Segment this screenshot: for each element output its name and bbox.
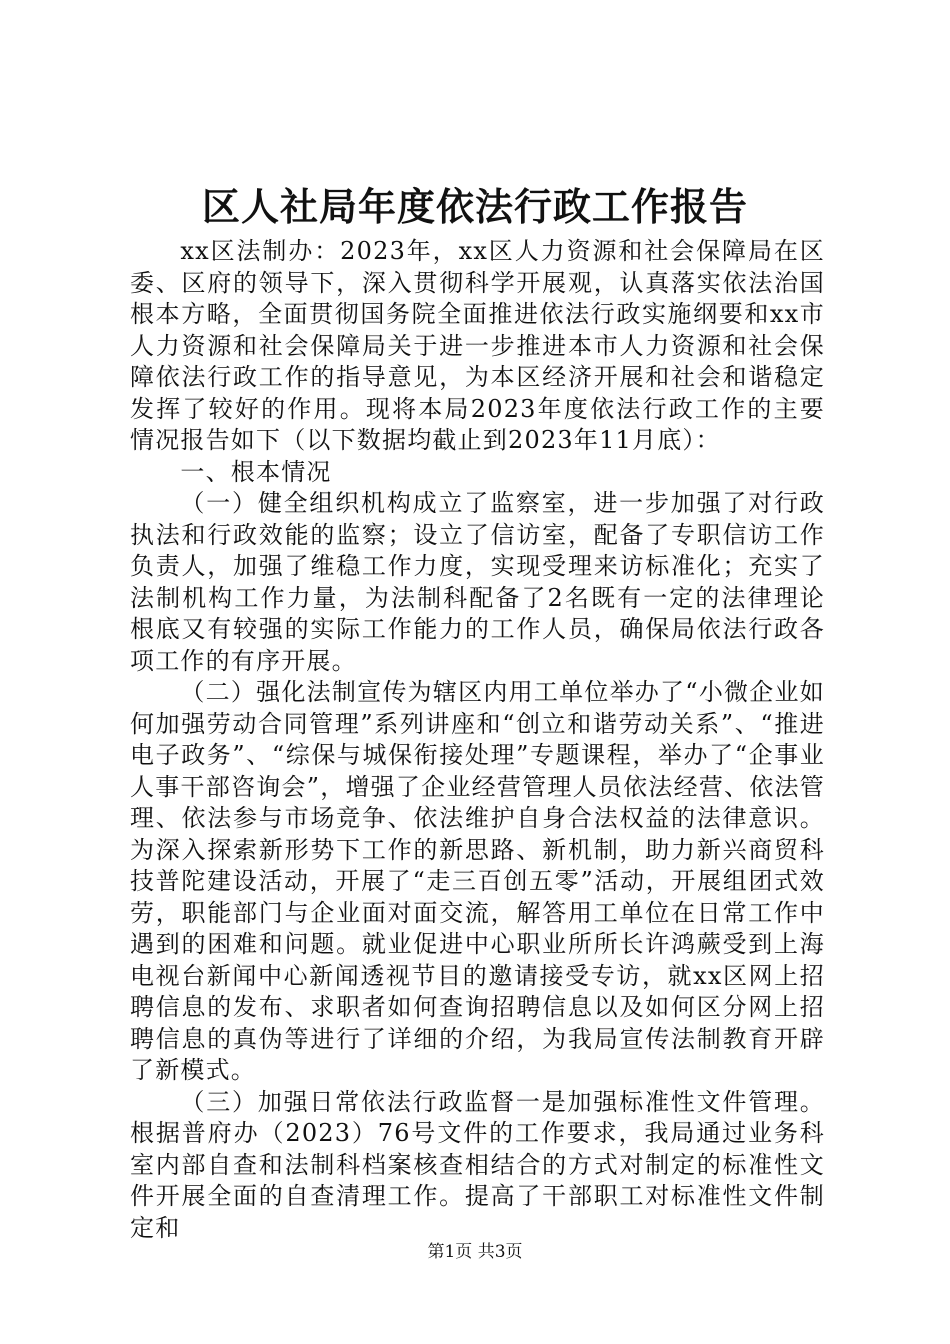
paragraph-legal-publicity: （二）强化法制宣传为辖区内用工单位举办了“小微企业如何加强劳动合同管理”系列讲座和“创立和谐劳动关系”、“推进电子政务”、“综保与城保衔接处理”专题课程，举办了“企事业人事干部咨询会”，增强了企业经营管理人员依法经营、依法管理、依法参与市场竞争、依法维护自身合法权益的法律意识。为深入探索新形势下工作的新思路、新机制，助力新兴商贸科技普陀建设活动，开展了“走三百创五零”活动，开展组团式效劳，职能部门与企业面对面交流，解答用工单位在日常工作中遇到的困难和问题。就业促进中心职业所所长许鸿蕨受到上海电视台新闻中心新闻透视节目的邀请接受专访，就xx区网上招聘信息的发布、求职者如何查询招聘信息以及如何区分网上招聘信息的真伪等进行了详细的介绍，为我局宣传法制教育开辟了新模式。	[130, 678, 825, 1084]
paragraph-organization: （一）健全组织机构成立了监察室，进一步加强了对行政执法和行政效能的监察；设立了信访室，配备了专职信访工作负责人，加强了维稳工作力度，实现受理来访标准化；充实了法制机构工作力量，为法制科配备了2名既有一定的法律理论根底又有较强的实际工作能力的工作人员，确保局依法行政各项工作的有序开展。	[130, 489, 825, 675]
section-heading-basic: 一、根本情况	[180, 457, 332, 486]
document-title: 区人社局年度依法行政工作报告	[201, 184, 748, 229]
paragraph-supervision: （三）加强日常依法行政监督一是加强标准性文件管理。根据普府办（2023）76号文件的工作要求，我局通过业务科室内部自查和法制科档案核查相结合的方式对制定的标准性文件开展全面的自查清理工作。提高了干部职工对标准性文件制定和	[130, 1087, 825, 1242]
paragraph-intro: xx区法制办：2023年，xx区人力资源和社会保障局在区委、区府的领导下，深入贯彻科学开展观，认真落实依法治国根本方略，全面贯彻国务院全面推进依法行政实施纲要和xx市人力资源和社会保障局关于进一步推进本市人力资源和社会保障依法行政工作的指导意见，为本区经济开展和社会和谐稳定发挥了较好的作用。现将本局2023年度依法行政工作的主要情况报告如下（以下数据均截止到2023年11月底）：	[130, 237, 825, 454]
document-body	[130, 236, 825, 1244]
page-footer: 第1页 共3页	[427, 1242, 523, 1262]
